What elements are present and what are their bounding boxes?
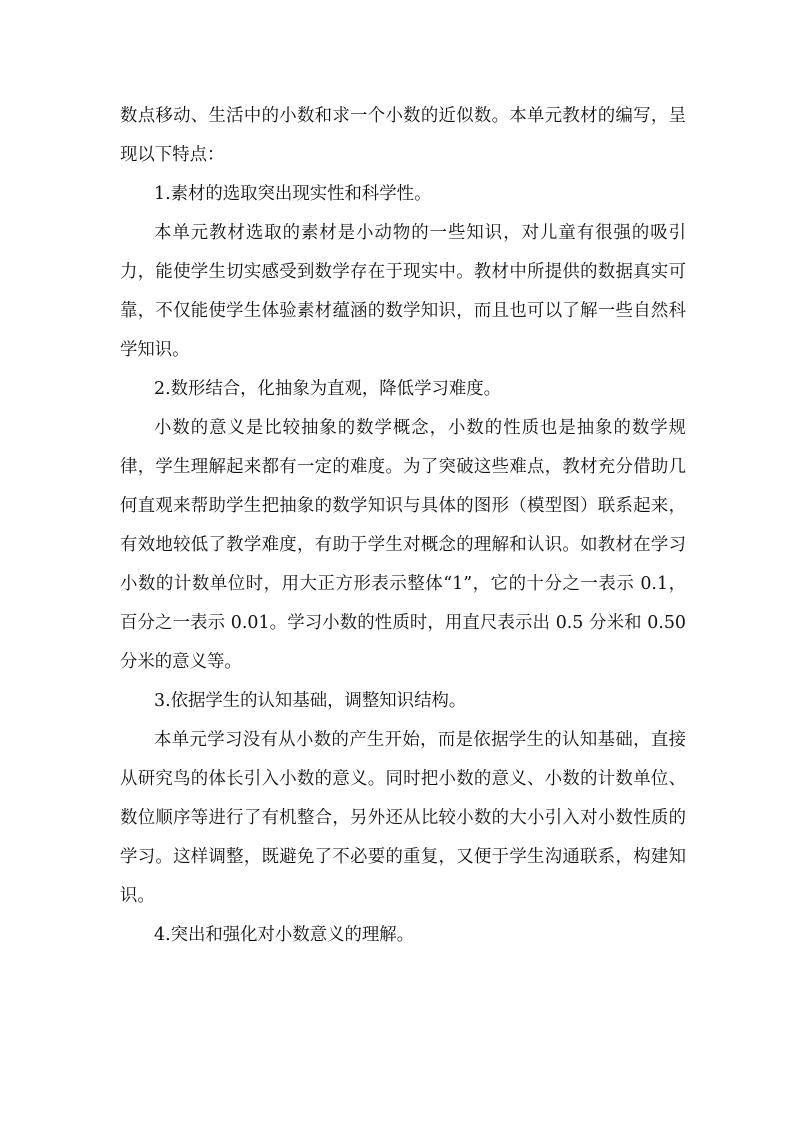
heading-point-3: 3.依据学生的认知基础，调整知识结构。 bbox=[154, 691, 467, 711]
paragraph-point-2: 小数的意义是比较抽象的数学概念，小数的性质也是抽象的数学规律，学生理解起来都有一定的难度。为了突破这些难点，教材充分借助几何直观来帮助学生把抽象的数学知识与具体的图形（模型图）联系起来，有效地较低了教学难度，有助于学生对概念的理解和认识。如教材在学习小数的计数单位时，用大正方形表示整体“1”，它的十分之一表示 0.1，百分之一表示 0.01。学习小数的性质时，用直尺表示出 0.5 分米和 0.50 分米的意义等。 bbox=[120, 418, 686, 672]
paragraph-point-3: 本单元学习没有从小数的产生开始，而是依据学生的认知基础，直接从研究鸟的体长引入小数的意义。同时把小数的意义、小数的计数单位、数位顺序等进行了有机整合，另外还从比较小数的大小引入对小数性质的学习。这样调整，既避免了不必要的重复，又便于学生沟通联系，构建知识。 bbox=[120, 730, 686, 906]
paragraph-intro-continuation: 数点移动、生活中的小数和求一个小数的近似数。本单元教材的编写，呈现以下特点： bbox=[120, 106, 686, 165]
paragraph-point-1: 本单元教材选取的素材是小动物的一些知识，对儿童有很强的吸引力，能使学生切实感受到数学存在于现实中。教材中所提供的数据真实可靠，不仅能使学生体验素材蕴涵的数学知识，而且也可以了解一些自然科学知识。 bbox=[120, 223, 686, 360]
heading-point-4: 4.突出和强化对小数意义的理解。 bbox=[154, 925, 415, 945]
document-body bbox=[120, 97, 686, 955]
heading-point-1: 1.素材的选取突出现实性和科学性。 bbox=[154, 184, 432, 204]
heading-point-2: 2.数形结合，化抽象为直观，降低学习难度。 bbox=[154, 379, 502, 399]
